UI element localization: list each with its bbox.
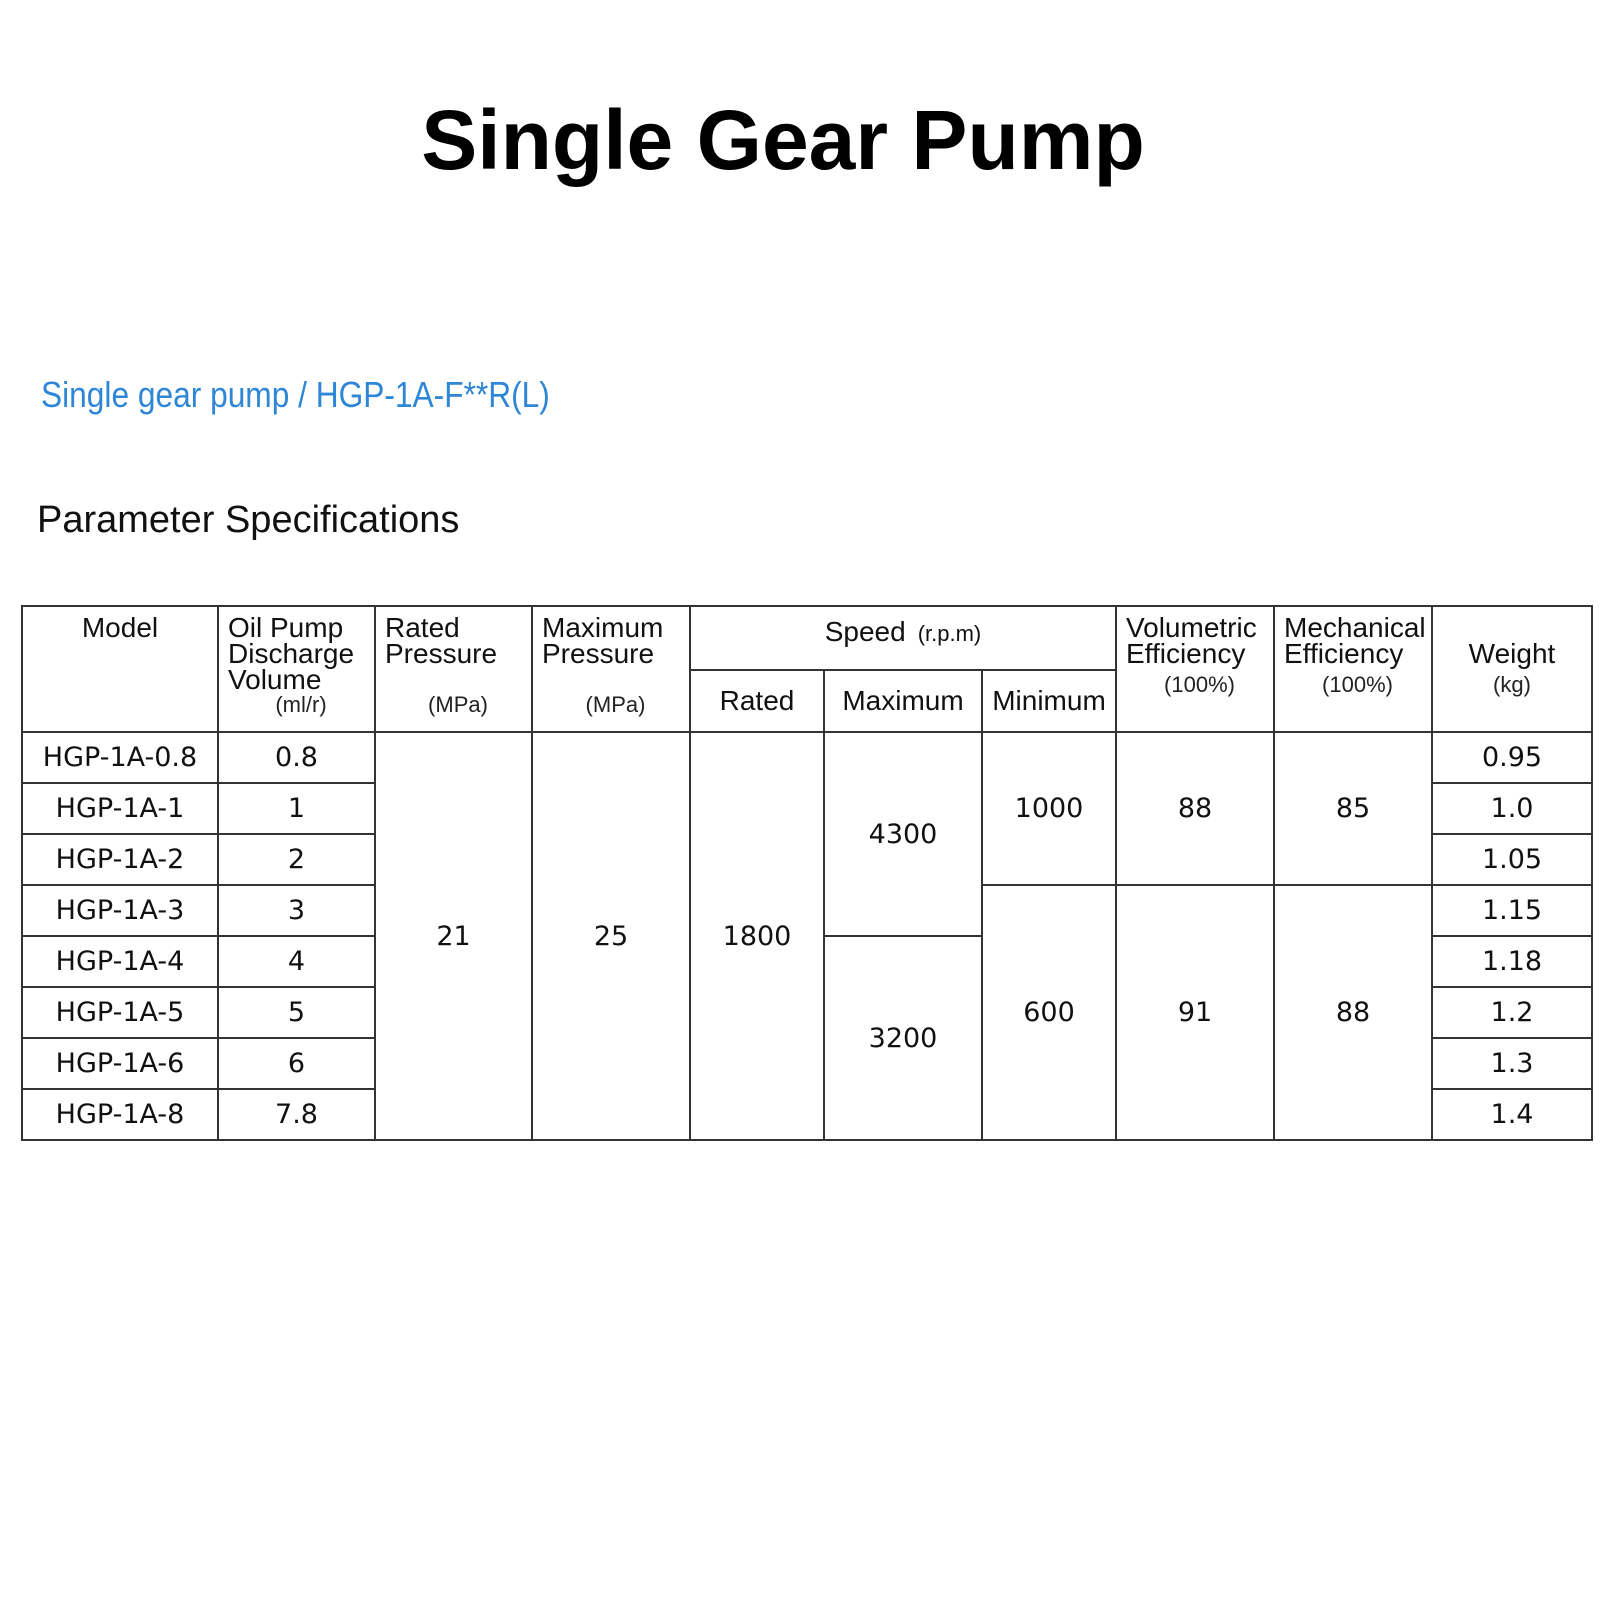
weight-cell: 1.18	[1432, 936, 1592, 987]
section-heading: Parameter Specifications	[37, 499, 460, 541]
product-subtitle: Single gear pump / HGP-1A-F**R(L)	[41, 374, 550, 415]
volume-cell: 6	[218, 1038, 375, 1089]
header-vol-eff-line-2: Efficiency	[1126, 638, 1246, 669]
header-speed	[690, 606, 1116, 670]
weight-cell: 1.0	[1432, 783, 1592, 834]
weight-cell: 1.4	[1432, 1089, 1592, 1140]
header-volume-unit: (ml/r)	[275, 692, 327, 717]
header-rated-pressure-line-2: Pressure	[385, 638, 498, 669]
volume-cell: 1	[218, 783, 375, 834]
header-maximum-pressure	[532, 606, 690, 732]
page-title: Single Gear Pump	[421, 93, 1145, 187]
header-mechanical-efficiency	[1274, 606, 1432, 732]
model-cell: HGP-1A-0.8	[22, 732, 218, 783]
weight-cell: 1.3	[1432, 1038, 1592, 1089]
header-volume-line-2: Discharge	[228, 638, 355, 669]
header-rated-pressure-unit: (MPa)	[428, 692, 488, 717]
header-weight-label: Weight	[1468, 638, 1556, 669]
max-pressure-cell: 25	[532, 732, 690, 1140]
header-mech-eff-unit: (100%)	[1322, 672, 1393, 697]
weight-cell: 1.05	[1432, 834, 1592, 885]
header-max-pressure-unit: (MPa)	[585, 692, 646, 717]
model-cell: HGP-1A-1	[22, 783, 218, 834]
header-rated-pressure	[375, 606, 532, 732]
header-rated-pressure-line-1: Rated	[385, 612, 460, 643]
header-volume-line-1: Oil Pump	[228, 612, 344, 643]
header-mech-eff-line-2: Efficiency	[1284, 638, 1404, 669]
header-max-pressure-line-1: Maximum	[542, 612, 664, 643]
volume-cell: 3	[218, 885, 375, 936]
table-row	[22, 732, 1592, 783]
weight-cell: 0.95	[1432, 732, 1592, 783]
header-speed-label: Speed	[824, 616, 906, 647]
model-cell: HGP-1A-5	[22, 987, 218, 1038]
header-model-label: Model	[81, 612, 159, 643]
model-cell: HGP-1A-6	[22, 1038, 218, 1089]
volume-cell: 7.8	[218, 1089, 375, 1140]
speed-min-cell: 1000	[982, 732, 1116, 885]
volume-cell: 5	[218, 987, 375, 1038]
model-cell: HGP-1A-8	[22, 1089, 218, 1140]
weight-cell: 1.2	[1432, 987, 1592, 1038]
header-vol-eff-line-1: Volumetric	[1126, 612, 1257, 643]
header-vol-eff-unit: (100%)	[1164, 672, 1235, 697]
model-cell: HGP-1A-3	[22, 885, 218, 936]
weight-cell: 1.15	[1432, 885, 1592, 936]
rated-pressure-cell: 21	[375, 732, 532, 1140]
volume-cell: 4	[218, 936, 375, 987]
speed-max-cell: 4300	[824, 732, 982, 936]
header-model	[22, 606, 218, 732]
specification-table	[21, 605, 1593, 1141]
header-discharge-volume	[218, 606, 375, 732]
mech-eff-cell: 85	[1274, 732, 1432, 885]
vol-eff-cell: 88	[1116, 732, 1274, 885]
speed-max-cell: 3200	[824, 936, 982, 1140]
speed-rated-cell: 1800	[690, 732, 824, 1140]
vol-eff-cell: 91	[1116, 885, 1274, 1140]
header-volume-line-3: Volume	[228, 664, 322, 695]
header-speed-rated: Rated	[690, 670, 824, 732]
header-weight-unit: (kg)	[1493, 672, 1531, 697]
header-row-1	[22, 606, 1592, 670]
header-max-pressure-line-2: Pressure	[542, 638, 655, 669]
header-speed-maximum: Maximum	[824, 670, 982, 732]
header-volumetric-efficiency	[1116, 606, 1274, 732]
model-cell: HGP-1A-2	[22, 834, 218, 885]
header-mech-eff-line-1: Mechanical	[1284, 612, 1426, 643]
volume-cell: 2	[218, 834, 375, 885]
model-cell: HGP-1A-4	[22, 936, 218, 987]
header-speed-unit: (r.p.m)	[917, 621, 982, 646]
mech-eff-cell: 88	[1274, 885, 1432, 1140]
volume-cell: 0.8	[218, 732, 375, 783]
header-speed-minimum: Minimum	[982, 670, 1116, 732]
speed-min-cell: 600	[982, 885, 1116, 1140]
header-weight	[1432, 606, 1592, 732]
